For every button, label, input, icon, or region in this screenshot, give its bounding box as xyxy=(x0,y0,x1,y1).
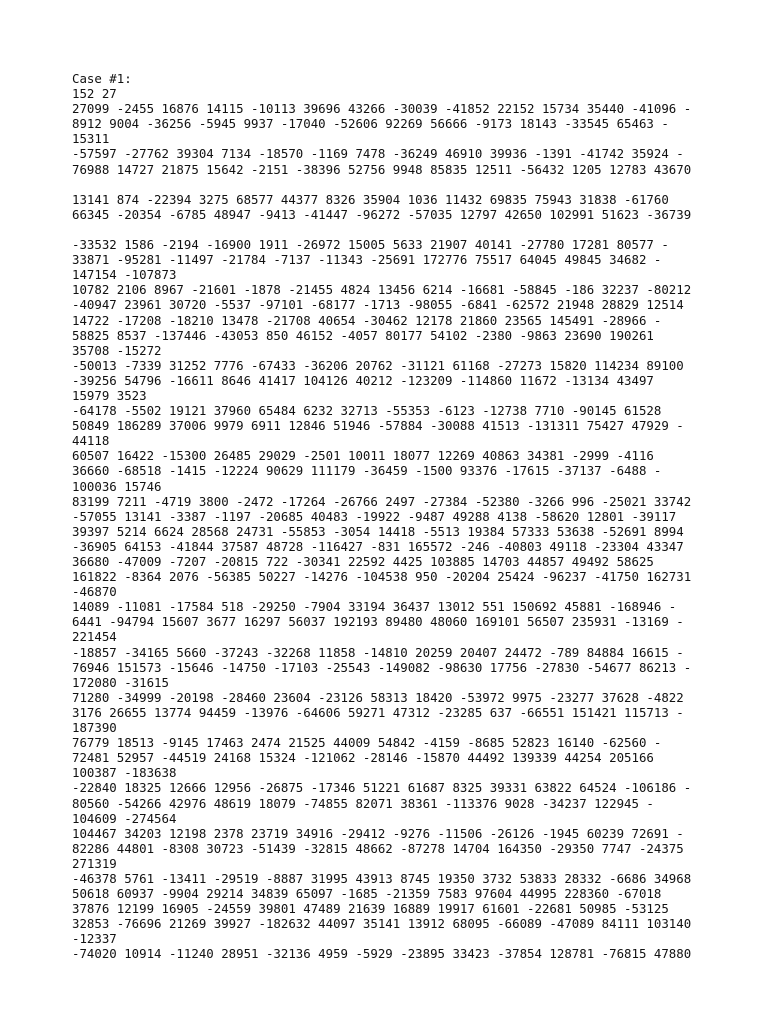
case-header-values: 152 27 xyxy=(72,86,117,102)
text-line: 15311 xyxy=(72,131,110,147)
text-line: 35708 -15272 xyxy=(72,342,162,358)
document-text xyxy=(72,71,706,962)
text-line: -36905 64153 -41844 37587 48728 -116427 -831 165572 -246 -40803 49118 -23304 43347 xyxy=(72,538,684,554)
text-line xyxy=(72,222,706,237)
text-line: 8912 9004 -36256 -5945 9937 -17040 -52606 92269 56666 -9173 18143 -33545 65463 - xyxy=(72,116,669,132)
text-line: 58825 8537 -137446 -43053 850 46152 -4057 80177 54102 -2380 -9863 23690 190261 xyxy=(72,327,654,343)
text-line: 76946 151573 -15646 -14750 -17103 -25543 -149082 -98630 17756 -27830 -54677 86213 - xyxy=(72,659,692,675)
text-line: 71280 -34999 -20198 -28460 23604 -23126 58313 18420 -53972 9975 -23277 37628 -4822 xyxy=(72,689,684,705)
text-line: -39256 54796 -16611 8646 41417 104126 40212 -123209 -114860 11672 -13134 43497 xyxy=(72,372,654,388)
text-line: 60507 16422 -15300 26485 29029 -2501 10011 18077 12269 40863 34381 -2999 -4116 xyxy=(72,448,654,464)
text-line: 14089 -11081 -17584 518 -29250 -7904 33194 36437 13012 551 150692 45881 -168946 - xyxy=(72,599,677,615)
text-line: 50849 186289 37006 9979 6911 12846 51946 -57884 -30088 41513 -131311 75427 47929 - xyxy=(72,418,684,434)
text-line: 72481 52957 -44519 24168 15324 -121062 -28146 -15870 44492 139339 44254 205166 xyxy=(72,750,654,766)
case-heading: Case #1: xyxy=(72,71,132,86)
text-line: 104609 -274564 xyxy=(72,810,177,826)
text-line: 32853 -76696 21269 39927 -182632 44097 35141 13912 68095 -66089 -47089 84111 103140 xyxy=(72,916,692,932)
text-line: -57055 13141 -3387 -1197 -20685 40483 -19922 -9487 49288 4138 -58620 12801 -39117 xyxy=(72,508,677,524)
text-line: 100036 15746 xyxy=(72,478,162,494)
text-line: 13141 874 -22394 3275 68577 44377 8326 35904 1036 11432 69835 75943 31838 -61760 xyxy=(72,191,669,207)
text-line: 33871 -95281 -11497 -21784 -7137 -11343 -25691 172776 75517 64045 49845 34682 - xyxy=(72,252,662,268)
text-line: 80560 -54266 42976 48619 18079 -74855 82071 38361 -113376 9028 -34237 122945 - xyxy=(72,795,654,811)
text-line: 3176 26655 13774 94459 -13976 -64606 59271 47312 -23285 637 -66551 151421 115713 - xyxy=(72,704,684,720)
text-line: 66345 -20354 -6785 48947 -9413 -41447 -96272 -57035 12797 42650 102991 51623 -36739 xyxy=(72,206,692,222)
text-line: 172080 -31615 xyxy=(72,674,169,690)
text-line: 100387 -183638 xyxy=(72,765,177,781)
text-line: -64178 -5502 19121 37960 65484 6232 32713 -55353 -6123 -12738 7710 -90145 61528 xyxy=(72,403,662,419)
text-line: -50013 -7339 31252 7776 -67433 -36206 20762 -31121 61168 -27273 15820 114234 89100 xyxy=(72,357,684,373)
text-line: -46870 xyxy=(72,584,117,600)
text-line: 161822 -8364 2076 -56385 50227 -14276 -104538 950 -20204 25424 -96237 -41750 162731 xyxy=(72,569,692,585)
text-line: 221454 xyxy=(72,629,117,645)
text-line: 76779 18513 -9145 17463 2474 21525 44009 54842 -4159 -8685 52823 16140 -62560 - xyxy=(72,735,662,751)
text-line: -57597 -27762 39304 7134 -18570 -1169 7478 -36249 46910 39936 -1391 -41742 35924 - xyxy=(72,146,684,162)
text-line: 6441 -94794 15607 3677 16297 56037 192193 89480 48060 169101 56507 235931 -13169 - xyxy=(72,614,684,630)
text-line xyxy=(72,177,706,192)
text-line: 271319 xyxy=(72,855,117,871)
text-line: 147154 -107873 xyxy=(72,267,177,283)
text-line: -46378 5761 -13411 -29519 -8887 31995 43913 8745 19350 3732 53833 28332 -6686 34968 xyxy=(72,870,692,886)
text-line: 36660 -68518 -1415 -12224 90629 111179 -36459 -1500 93376 -17615 -37137 -6488 - xyxy=(72,463,662,479)
text-line: -12337 xyxy=(72,931,117,947)
text-line: 14722 -17208 -18210 13478 -21708 40654 -30462 12178 21860 23565 145491 -28966 - xyxy=(72,312,662,328)
text-line: -22840 18325 12666 12956 -26875 -17346 51221 61687 8325 39331 63822 64524 -106186 - xyxy=(72,780,692,796)
text-line: -74020 10914 -11240 28951 -32136 4959 -5929 -23895 33423 -37854 128781 -76815 47880 xyxy=(72,946,692,962)
text-line: 27099 -2455 16876 14115 -10113 39696 43266 -30039 -41852 22152 15734 35440 -41096 - xyxy=(72,101,692,117)
text-line: 36680 -47009 -7207 -20815 722 -30341 22592 4425 103885 14703 44857 49492 58625 xyxy=(72,554,654,569)
text-line: 15979 3523 xyxy=(72,387,147,403)
text-line: 82286 44801 -8308 30723 -51439 -32815 48662 -87278 14704 164350 -29350 7747 -24375 xyxy=(72,840,684,856)
text-line: 76988 14727 21875 15642 -2151 -38396 52756 9948 85835 12511 -56432 1205 12783 43670 xyxy=(72,161,692,177)
text-line: 187390 xyxy=(72,720,117,736)
text-line: 83199 7211 -4719 3800 -2472 -17264 -26766 2497 -27384 -52380 -3266 996 -25021 33742 xyxy=(72,493,692,509)
text-line: 104467 34203 12198 2378 23719 34916 -29412 -9276 -11506 -26126 -1945 60239 72691 - xyxy=(72,825,684,841)
text-line: 37876 12199 16905 -24559 39801 47489 21639 16889 19917 61601 -22681 50985 -53125 xyxy=(72,901,669,917)
text-line: 44118 xyxy=(72,433,110,449)
text-line: 50618 60937 -9904 29214 34839 65097 -1685 -21359 7583 97604 44995 228360 -67018 xyxy=(72,886,662,902)
text-line: -18857 -34165 5660 -37243 -32268 11858 -14810 20259 20407 24472 -789 84884 16615 - xyxy=(72,644,684,660)
text-line: -40947 23961 30720 -5537 -97101 -68177 -1713 -98055 -6841 -62572 21948 28829 12514 xyxy=(72,297,684,313)
text-line: 39397 5214 6624 28568 24731 -55853 -3054 14418 -5513 19384 57333 53638 -52691 8994 xyxy=(72,523,684,539)
text-line: -33532 1586 -2194 -16900 1911 -26972 15005 5633 21907 40141 -27780 17281 80577 - xyxy=(72,237,669,253)
text-line: 10782 2106 8967 -21601 -1878 -21455 4824 13456 6214 -16681 -58845 -186 32237 -80212 xyxy=(72,282,692,298)
